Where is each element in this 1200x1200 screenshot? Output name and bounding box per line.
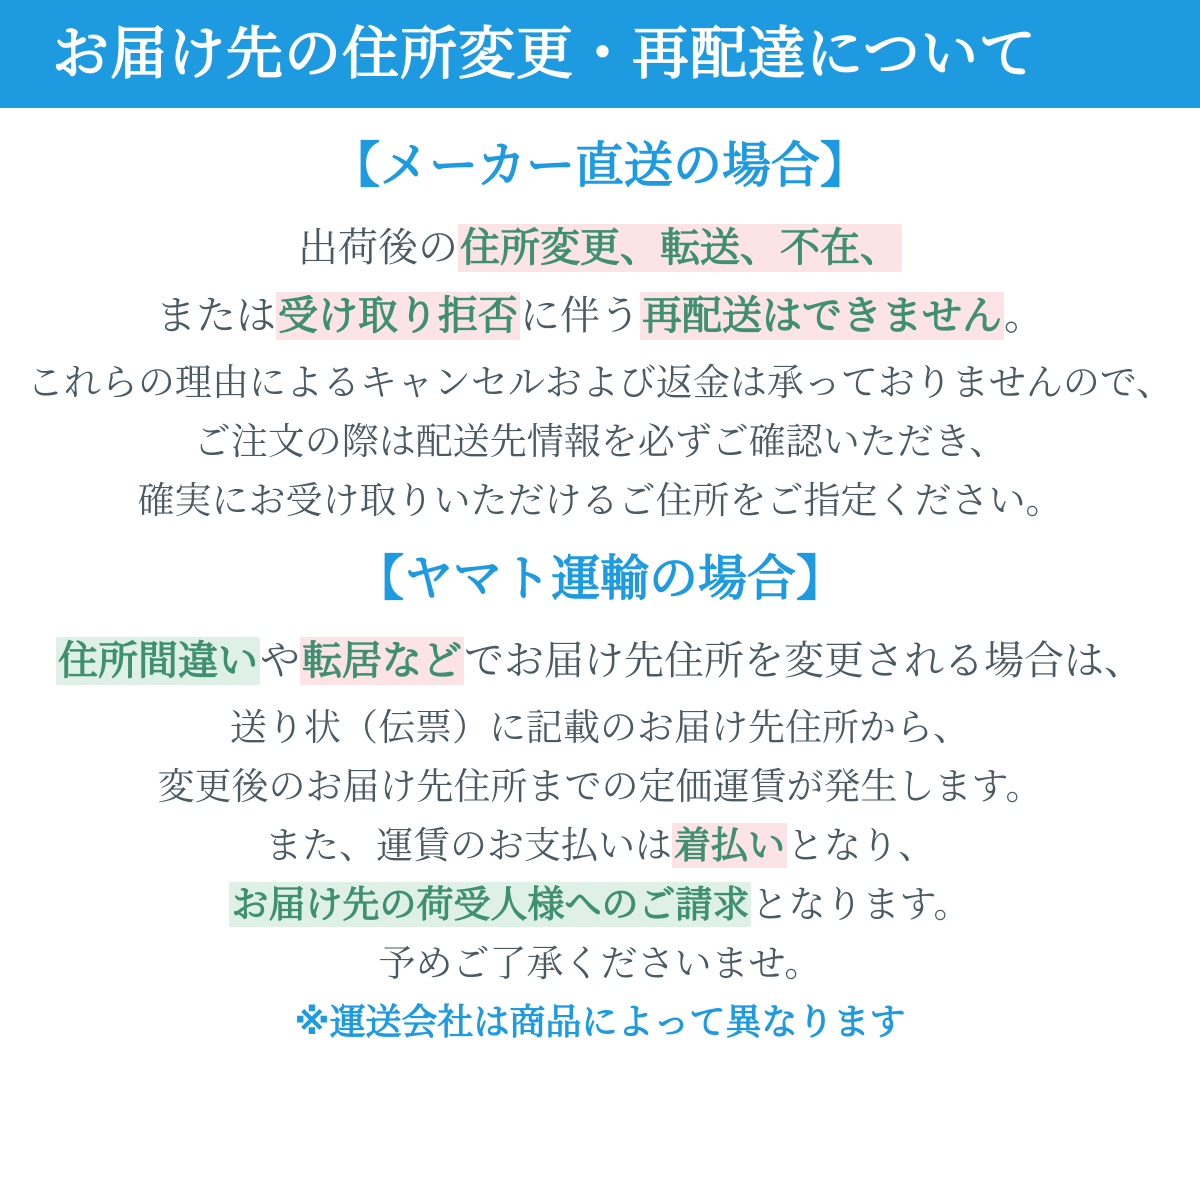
maker-line-2-part-5: 。 bbox=[1004, 293, 1044, 338]
maker-line-2-part-1: または bbox=[156, 293, 276, 338]
section-heading-yamato: 【ヤマト運輸の場合】 bbox=[354, 551, 845, 606]
section-heading-maker: 【メーカー直送の場合】 bbox=[330, 139, 870, 193]
maker-line-4: ご注文の際は配送先情報を必ずご確認いただき、 bbox=[193, 420, 1007, 462]
yamato-line-5-part-1: お届け先の荷受人様へのご請求 bbox=[231, 883, 750, 925]
maker-line-2-part-4: 再配送はできません bbox=[642, 293, 1002, 338]
yamato-line-4-part-3: となり、 bbox=[787, 824, 935, 866]
maker-line-2 bbox=[0, 293, 1200, 338]
yamato-line-5 bbox=[0, 883, 1200, 925]
maker-line-5: 確実にお受け取りいただけるご住所をご指定ください。 bbox=[137, 479, 1063, 521]
yamato-line-2: 送り状（伝票）に記載のお届け先住所から、 bbox=[230, 706, 970, 748]
page-header-banner bbox=[0, 0, 1200, 108]
maker-line-1-part-1: 出荷後の bbox=[298, 225, 458, 270]
maker-line-1 bbox=[0, 225, 1200, 270]
maker-line-3: これらの理由によるキャンセルおよび返金は承っておりませんので、 bbox=[26, 361, 1174, 403]
yamato-line-4 bbox=[0, 824, 1200, 866]
maker-line-2-part-3: に伴う bbox=[520, 293, 640, 338]
yamato-line-4-part-1: また、運賃のお支払いは bbox=[265, 824, 672, 866]
maker-line-2-part-2: 受け取り拒否 bbox=[278, 293, 518, 338]
maker-line-1-part-2: 住所変更、転送、不在、 bbox=[460, 225, 900, 270]
page-title: お届け先の住所変更・再配達について bbox=[52, 21, 1037, 86]
yamato-line-1-part-3: 転居など bbox=[302, 638, 462, 683]
yamato-line-1 bbox=[0, 638, 1200, 683]
yamato-line-1-part-1: 住所間違い bbox=[58, 638, 258, 683]
footer-note: ※運送会社は商品によって異なります bbox=[294, 1000, 906, 1042]
yamato-line-3: 変更後のお届け先住所までの定価運賃が発生します。 bbox=[157, 765, 1043, 807]
yamato-line-6: 予めご了承くださいませ。 bbox=[378, 942, 822, 984]
yamato-line-4-part-2: 着払い bbox=[674, 824, 785, 866]
yamato-line-1-part-4: でお届け先住所を変更される場合は、 bbox=[464, 638, 1144, 683]
yamato-line-5-part-2: となります。 bbox=[751, 883, 971, 925]
yamato-line-1-part-2: や bbox=[260, 638, 300, 683]
